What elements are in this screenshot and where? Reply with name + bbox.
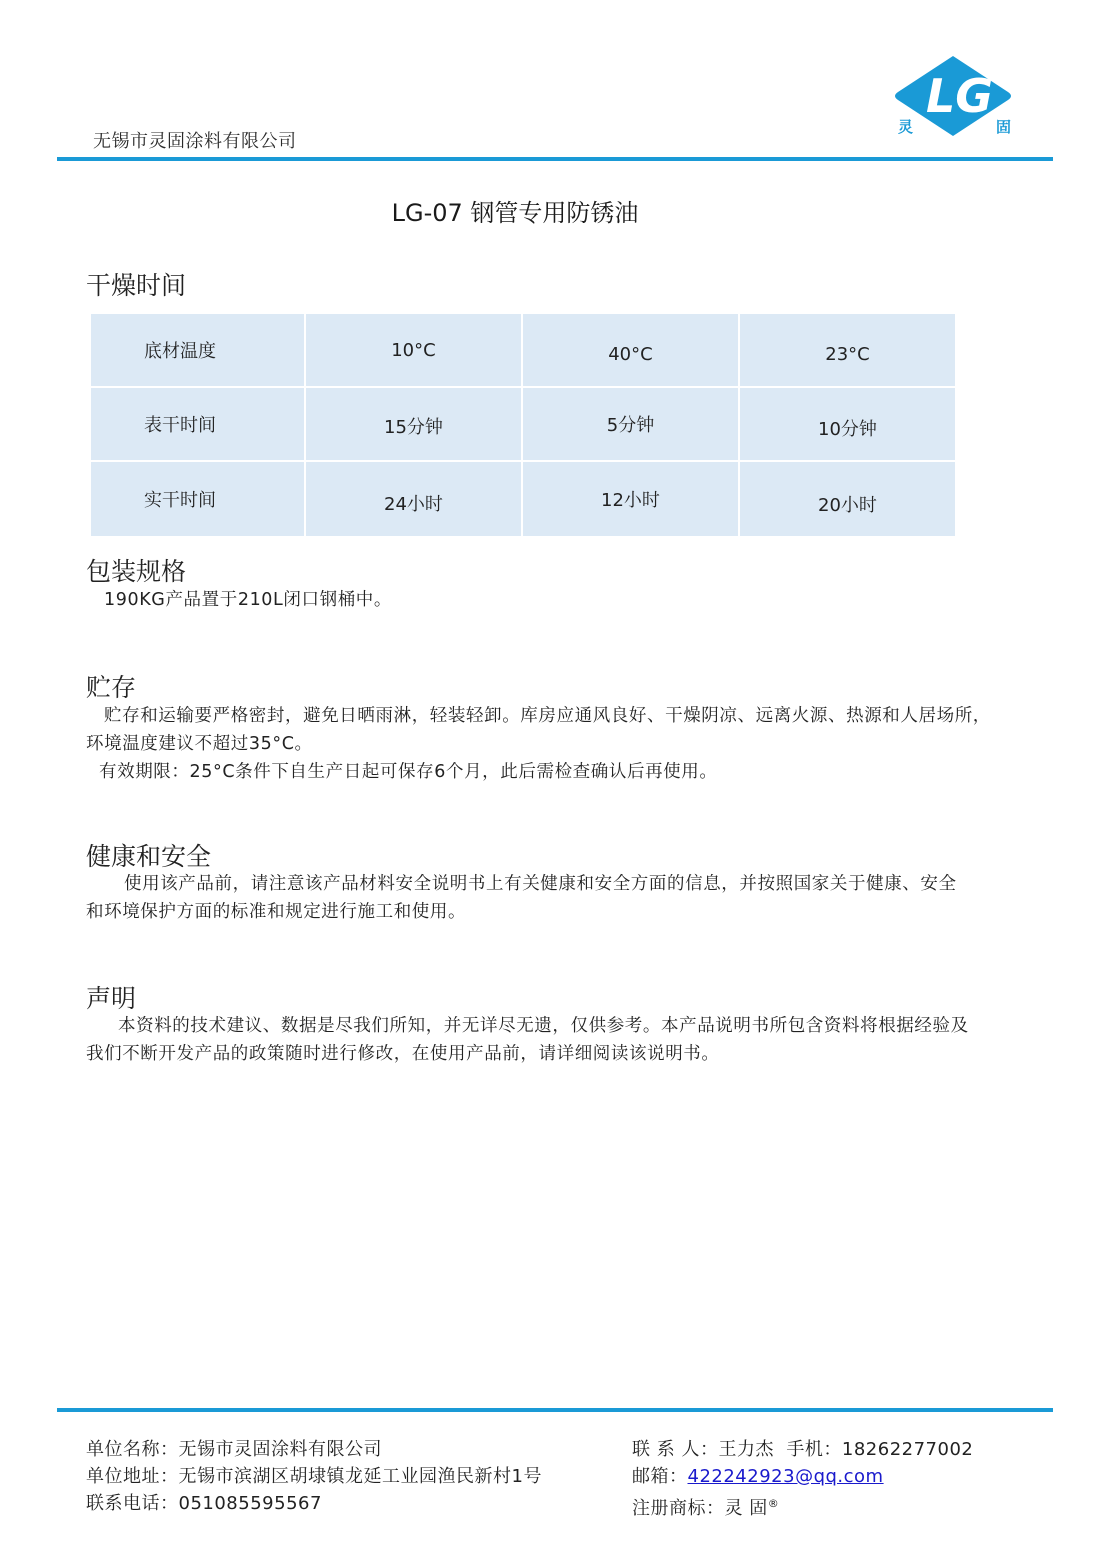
registered-trademark-icon: ® bbox=[767, 1497, 780, 1510]
footer-unit-address: 单位地址：无锡市滨湖区胡埭镇龙延工业园渔民新村1号 bbox=[86, 1466, 542, 1487]
footer-trademark bbox=[632, 1490, 973, 1522]
storage-text bbox=[86, 702, 1036, 786]
lg-logo-icon bbox=[890, 52, 1016, 140]
logo-char-left: 灵 bbox=[898, 118, 914, 136]
header-company-name: 无锡市灵固涂料有限公司 bbox=[93, 131, 297, 152]
row-label: 实干时间 bbox=[91, 462, 304, 536]
table-cell: 15分钟 bbox=[306, 388, 521, 460]
table-cell: 23°C bbox=[740, 314, 955, 386]
footer-email-row bbox=[632, 1463, 973, 1490]
table-row bbox=[91, 314, 955, 386]
health-safety-line-1: 使用该产品前，请注意该产品材料安全说明书上有关健康和安全方面的信息，并按照国家关于健康、安全 bbox=[124, 874, 957, 894]
header-divider bbox=[57, 157, 1053, 161]
storage-line-1: 贮存和运输要严格密封，避免日晒雨淋，轻装轻卸。库房应通风良好、干燥阴凉、远离火源、热源和人居场所， bbox=[104, 706, 991, 726]
company-logo bbox=[890, 52, 1016, 140]
footer-trademark-label: 注册商标：灵 固 bbox=[632, 1498, 768, 1519]
health-safety-line-2: 和环境保护方面的标准和规定进行施工和使用。 bbox=[86, 902, 467, 922]
packaging-text: 190KG产品置于210L闭口钢桶中。 bbox=[104, 590, 392, 610]
table-cell: 10°C bbox=[306, 314, 521, 386]
packaging-heading: 包装规格 bbox=[86, 557, 187, 586]
footer-divider bbox=[57, 1408, 1053, 1412]
row-label: 底材温度 bbox=[91, 314, 304, 386]
disclaimer-line-2: 我们不断开发产品的政策随时进行修改，在使用产品前，请详细阅读该说明书。 bbox=[86, 1044, 720, 1064]
email-link[interactable]: 422242923@qq.com bbox=[687, 1466, 884, 1487]
disclaimer-text bbox=[86, 1012, 1036, 1068]
storage-line-2: 环境温度建议不超过35°C。 bbox=[86, 734, 313, 754]
footer-email-label: 邮箱： bbox=[632, 1466, 688, 1487]
table-cell: 20小时 bbox=[740, 462, 955, 536]
storage-line-3: 有效期限：25°C条件下自生产日起可保存6个月，此后需检查确认后再使用。 bbox=[99, 762, 718, 782]
health-safety-heading: 健康和安全 bbox=[86, 842, 212, 871]
table-cell: 24小时 bbox=[306, 462, 521, 536]
footer-contact-person: 联 系 人：王力杰 手机：18262277002 bbox=[632, 1439, 974, 1460]
footer-contact-info bbox=[632, 1436, 973, 1522]
footer-company-info bbox=[86, 1436, 542, 1517]
table-cell: 10分钟 bbox=[740, 388, 955, 460]
drying-time-heading: 干燥时间 bbox=[86, 271, 187, 300]
document-title: LG-07 钢管专用防锈油 bbox=[391, 199, 639, 227]
footer-phone: 联系电话：051085595567 bbox=[86, 1493, 322, 1514]
footer-unit-name: 单位名称：无锡市灵固涂料有限公司 bbox=[86, 1439, 382, 1460]
logo-letters: LG bbox=[926, 69, 994, 123]
disclaimer-line-1: 本资料的技术建议、数据是尽我们所知，并无详尽无遗，仅供参考。本产品说明书所包含资料将根据经验及 bbox=[118, 1016, 969, 1036]
table-cell: 12小时 bbox=[523, 462, 738, 536]
disclaimer-heading: 声明 bbox=[86, 984, 137, 1013]
health-safety-text bbox=[86, 870, 1036, 926]
logo-char-right: 固 bbox=[996, 118, 1012, 136]
table-row bbox=[91, 388, 955, 460]
row-label: 表干时间 bbox=[91, 388, 304, 460]
table-row bbox=[91, 462, 955, 536]
table-cell: 40°C bbox=[523, 314, 738, 386]
drying-time-table bbox=[89, 312, 957, 538]
storage-heading: 贮存 bbox=[86, 673, 137, 702]
table-cell: 5分钟 bbox=[523, 388, 738, 460]
